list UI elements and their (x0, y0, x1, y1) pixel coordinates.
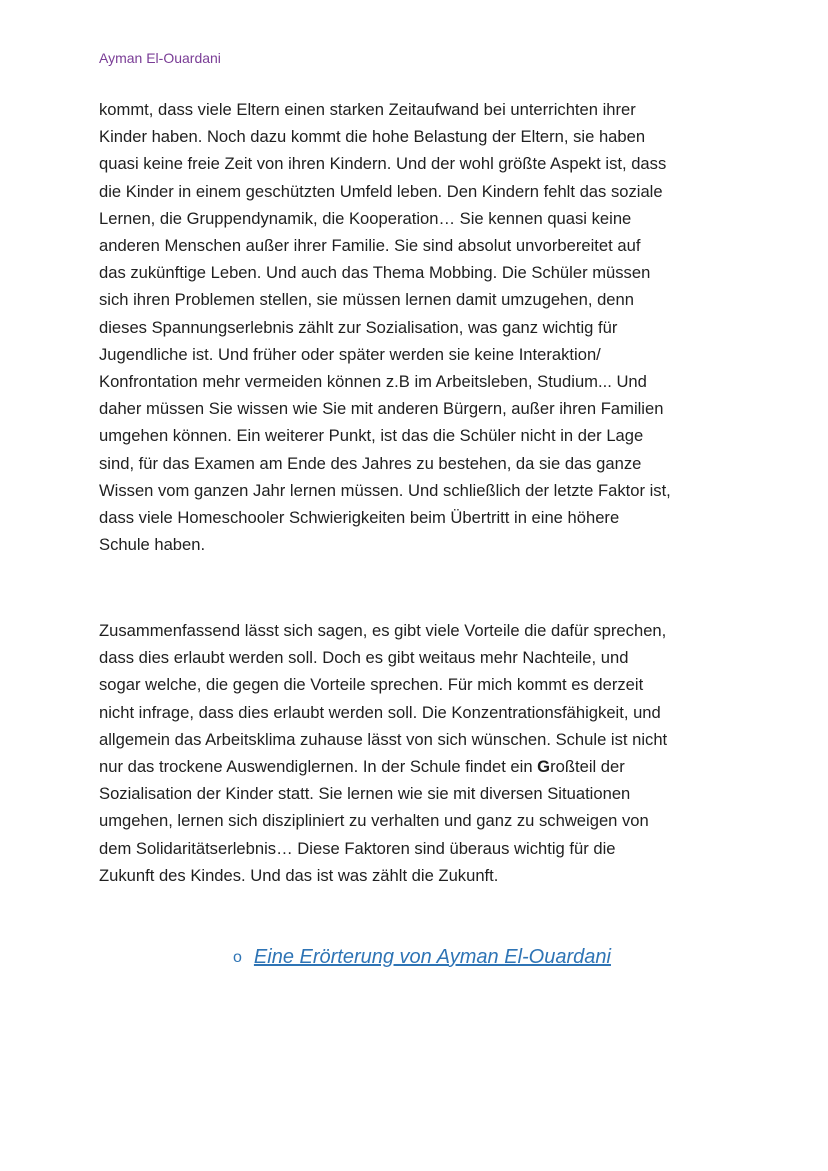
text-line: umgehen können. Ein weiterer Punkt, ist das die Schüler nicht in der Lage (99, 426, 644, 446)
text-line: sogar welche, die gegen die Vorteile sprechen. Für mich kommt es derzeit (99, 675, 644, 695)
text-line: Lernen, die Gruppendynamik, die Kooperation… Sie kennen quasi keine (99, 208, 632, 228)
text-line: quasi keine freie Zeit von ihren Kindern. Und der wohl größte Aspekt ist, dass (99, 154, 667, 174)
text-line: Sozialisation der Kinder statt. Sie lernen wie sie mit diversen Situationen (99, 784, 631, 804)
text-line: Wissen vom ganzen Jahr lernen müssen. Und schließlich der letzte Faktor ist, (99, 480, 671, 500)
text-fragment: nur das trockene Auswendiglernen. In der Schule findet ein (99, 757, 538, 777)
text-line: allgemein das Arbeitsklima zuhause lässt von sich wünschen. Schule ist nicht (99, 729, 668, 749)
text-line-with-bold (99, 753, 739, 780)
text-line: Kinder haben. Noch dazu kommt die hohe Belastung der Eltern, sie haben (99, 127, 646, 147)
text-line: dass viele Homeschooler Schwierigkeiten beim Übertritt in eine höhere (99, 508, 620, 528)
paragraph-conclusion (99, 617, 739, 889)
paragraph-arguments (99, 96, 739, 558)
text-line: dass dies erlaubt werden soll. Doch es gibt weitaus mehr Nachteile, und (99, 648, 629, 668)
text-line: Konfrontation mehr vermeiden können z.B im Arbeitsleben, Studium... Und (99, 372, 647, 392)
footer-list-item (233, 946, 611, 969)
text-line: dem Solidaritätserlebnis… Diese Faktoren sind überaus wichtig für die (99, 838, 616, 858)
text-line: sich ihren Problemen stellen, sie müssen lernen damit umzugehen, denn (99, 290, 634, 310)
text-line: anderen Menschen außer ihrer Familie. Sie sind absolut unvorbereitet auf (99, 236, 641, 256)
page-header-author: Ayman El-Ouardani (99, 50, 221, 66)
text-line: Zukunft des Kindes. Und das ist was zählt die Zukunft. (99, 865, 499, 885)
text-line: umgehen, lernen sich diszipliniert zu verhalten und ganz zu schweigen von (99, 811, 649, 831)
text-line: die Kinder in einem geschützten Umfeld leben. Den Kindern fehlt das soziale (99, 181, 663, 201)
text-line: das zukünftige Leben. Und auch das Thema Mobbing. Die Schüler müssen (99, 263, 651, 283)
text-line: kommt, dass viele Eltern einen starken Zeitaufwand bei unterrichten ihrer (99, 100, 636, 119)
text-line: Zusammenfassend lässt sich sagen, es gibt viele Vorteile die dafür sprechen, (99, 621, 667, 640)
text-line: Jugendliche ist. Und früher oder später werden sie keine Interaktion/ (99, 344, 601, 364)
text-line: dieses Spannungserlebnis zählt zur Sozialisation, was ganz wichtig für (99, 317, 618, 337)
text-line: nicht infrage, dass dies erlaubt werden soll. Die Konzentrationsfähigkeit, und (99, 702, 661, 722)
text-line: sind, für das Examen am Ende des Jahres zu bestehen, da sie das ganze (99, 453, 642, 473)
author-link[interactable]: Eine Erörterung von Ayman El-Ouardani (253, 946, 611, 968)
bold-letter: G (537, 757, 551, 777)
text-fragment: roßteil der (550, 757, 625, 777)
text-line: Schule haben. (99, 535, 206, 555)
text-line: daher müssen Sie wissen wie Sie mit anderen Bürgern, außer ihren Familien (99, 399, 664, 419)
circle-bullet-icon: o (233, 949, 242, 966)
